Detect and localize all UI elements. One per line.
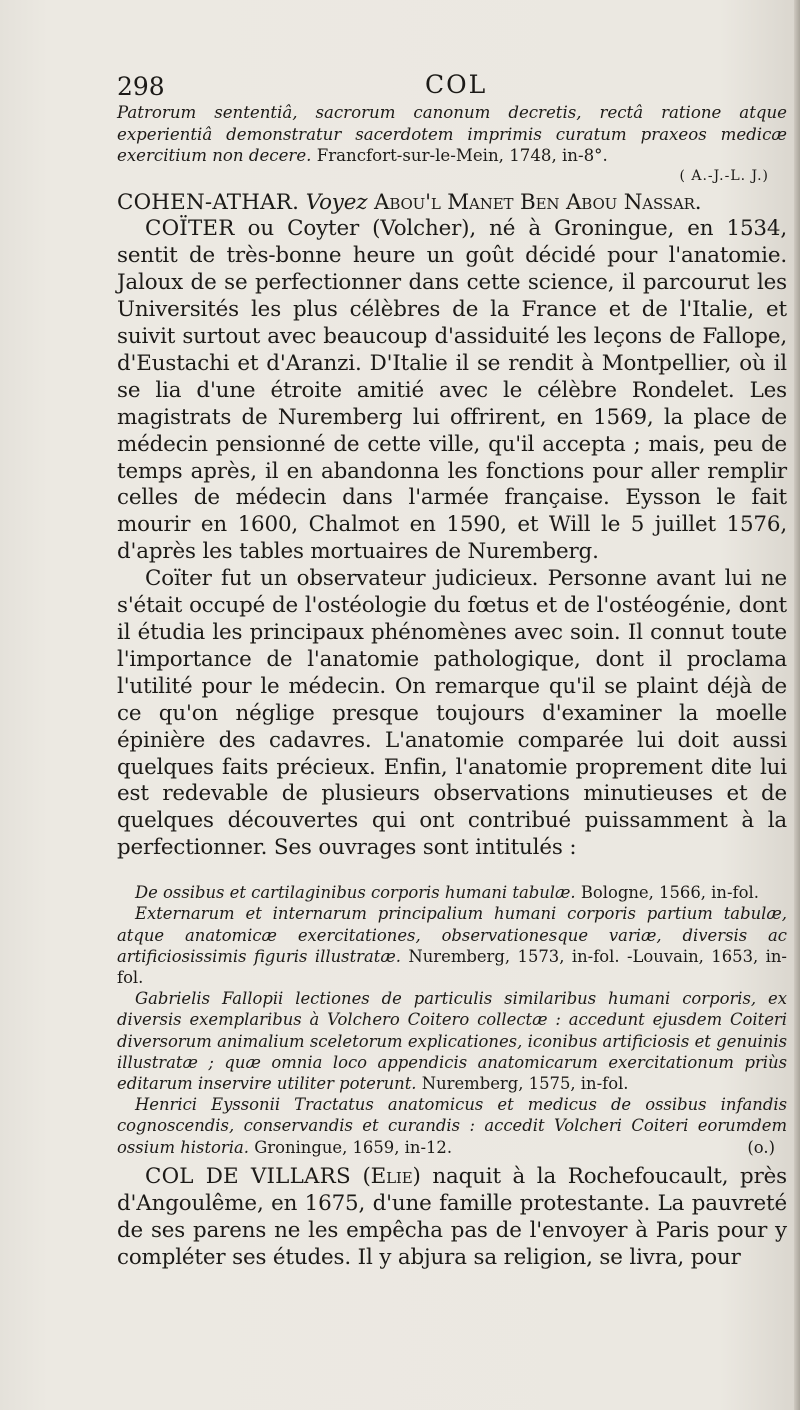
- entry-cohen-athar: [117, 190, 787, 217]
- author-signature: ( A.-J.-L. J.): [679, 167, 769, 184]
- text-column: [117, 66, 787, 1271]
- running-header: [117, 66, 787, 102]
- see-also-label: Voyez: [305, 189, 368, 215]
- work-publication: Nuremberg, 1573, in-fol. -Louvain, 1653, in-fol.: [117, 946, 787, 987]
- work-title: Henrici Eyssonii Tractatus anatomicus et medicus de ossibus infandis cognoscendis, conservandis et curandis : accedit Volcheri Coiteri eorumdem ossium historia.: [117, 1095, 787, 1157]
- entry-col-de-villars: [117, 1164, 787, 1272]
- coiter-biography: ou Coyter (Volcher), né à Groningue, en 1534, sentit de très-bonne heure un goût décidé pour l'anatomie. Jaloux de se perfectionner dans cette science, il parcourut les Universités les plus célèbres de la France et de l'Italie, et suivit surtout avec beaucoup d'assiduité les leçons de Fallope, d'Eustachi et d'Aranzi. D'Italie il se rendit à Montpellier, où il se lia d'une étroite amitié avec le célèbre Rondelet. Les magistrats de Nuremberg lui offrirent, en 1569, la place de médecin pensionné de cette ville, qu'il accepta ; mais, peu de temps après, il en abandonna les fonctions pour aller remplir celles de médecin dans l'armée française. Eysson le fait mourir en 1600, Chalmot en 1590, et Will le 5 juillet 1576, d'après les tables mortuaires de Nuremberg.: [117, 216, 787, 565]
- work-publication: Groningue, 1659, in-12.: [254, 1137, 453, 1157]
- work-item: [117, 903, 787, 988]
- previous-entry-tail: [117, 102, 787, 167]
- running-title: COL: [425, 70, 488, 99]
- cross-reference: Abou'l Manet Ben Abou Nassar.: [374, 189, 702, 215]
- work-item: [117, 1094, 787, 1158]
- work-title: De ossibus et cartilaginibus corporis humani tabulæ.: [135, 883, 576, 903]
- coiter-works-list: [117, 882, 787, 1158]
- work-item: [117, 988, 787, 1094]
- page-number: 298: [117, 72, 165, 101]
- col-de-villars-biography: naquit à la Rochefoucault, près d'Angoulême, en 1675, d'une famille protestante. La pauvreté de ses parens ne les empêcha pas de l'envoyer à Paris pour y compléter ses études. Il y abjura sa religion, se livra, pour: [117, 1163, 787, 1270]
- page-edge: [794, 0, 800, 1410]
- entry-coiter-paragraph-2: Coïter fut un observateur judicieux. Personne avant lui ne s'était occupé de l'ostéologie du fœtus et de l'ostéogénie, dont il étudia les principaux phénomènes avec soin. Il connut toute l'importance de l'anatomie pathologique, dont il proclama l'utilité pour le médecin. On remarque qu'il se plaint déjà de ce qu'on néglige presque toujours d'examiner la moelle épinière des cadavres. L'anatomie comparée lui doit aussi quelques faits précieux. Enfin, l'anatomie proprement dite lui est redevable de plusieurs observations minutieuses et de quelques découvertes qui ont contribué puissamment à la perfectionner. Ses ouvrages sont intitulés :: [117, 566, 787, 861]
- headword-firstname: (Elie): [362, 1163, 421, 1189]
- work-publication: Bologne, 1566, in-fol.: [580, 883, 759, 903]
- work-publication: Nuremberg, 1575, in-fol.: [421, 1073, 629, 1093]
- headword-col-de-villars: COL DE VILLARS: [145, 1163, 351, 1189]
- headword-cohen-athar: COHEN-ATHAR.: [117, 189, 300, 215]
- previous-entry-title: Patrorum sententiâ, sacrorum canonum decretis, rectâ ratione atque experientiâ demonstratur sacerdotem imprimis curatum praxeos medicæ exercitium non decere.: [117, 103, 787, 165]
- previous-entry-publication: Francfort-sur-le-Mein, 1748, in-8°.: [316, 146, 608, 165]
- headword-coiter: COÏTER: [145, 216, 235, 242]
- work-title: Externarum et internarum principalium humani corporis partium tabulæ, atque anatomicæ exercitationes, observationesque variæ, diversis ac artificiosissimis figuris illustratæ.: [117, 904, 787, 966]
- author-signature: (o.): [747, 1137, 775, 1157]
- work-title: Gabrielis Fallopii lectiones de particulis similaribus humani corporis, ex diversis exemplaribus à Volchero Coitero collectæ : accedunt ejusdem Coiteri diversorum animalium sceletorum explicationes, iconibus artificiosis et genuinis illustratæ ; quæ omnia loco appendicis anatomicarum exercitationum priùs editarum inservire utiliter poterunt.: [117, 989, 787, 1093]
- entry-coiter-paragraph-1: [117, 216, 787, 566]
- work-item: [117, 882, 787, 903]
